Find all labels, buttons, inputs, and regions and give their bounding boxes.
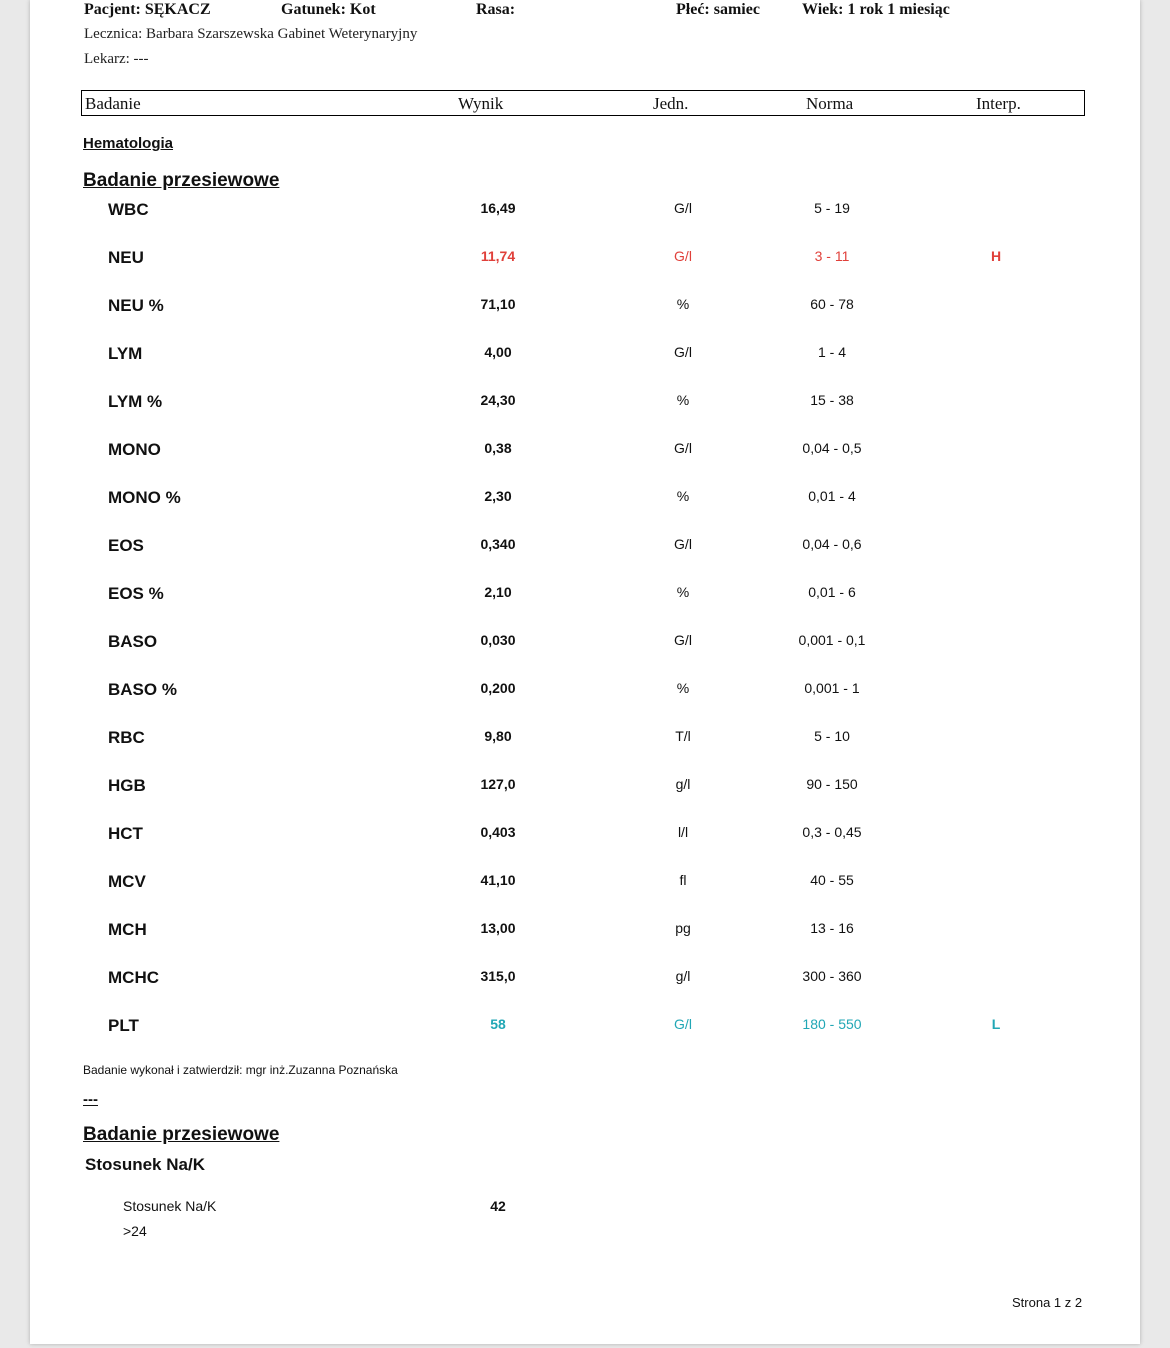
result-unit: G/l: [674, 248, 692, 264]
result-unit: pg: [675, 920, 691, 936]
result-value: 16,49: [480, 200, 516, 216]
result-unit: G/l: [674, 536, 692, 552]
test-name: MCV: [108, 872, 146, 891]
test-name: HGB: [108, 776, 146, 795]
reference-range: 90 - 150: [806, 776, 858, 792]
test-name: NEU %: [108, 296, 164, 315]
table-row: [30, 248, 1140, 278]
test-name: EOS: [108, 536, 144, 555]
table-row: [30, 536, 1140, 566]
table-row: [30, 1016, 1140, 1046]
column-interp: Interp.: [976, 94, 1021, 113]
sex: Płeć: samiec: [676, 1, 760, 18]
table-row: [30, 728, 1140, 758]
table-row: [30, 392, 1140, 422]
separator: ---: [83, 1091, 98, 1108]
reference-range: 13 - 16: [810, 920, 854, 936]
result-value: 315,0: [480, 968, 516, 984]
reference-range: 1 - 4: [817, 344, 846, 360]
performed-by: Badanie wykonał i zatwierdził: mgr inż.Zuzanna Poznańska: [83, 1063, 398, 1077]
interpretation-flag: L: [991, 1016, 1001, 1032]
test-name: LYM %: [108, 392, 163, 411]
result-unit: G/l: [674, 440, 692, 456]
test-name: MONO %: [108, 488, 181, 507]
result-value: 127,0: [480, 776, 516, 792]
test-name: NEU: [108, 248, 144, 267]
result-unit: l/l: [677, 824, 689, 840]
panel-title-2: Badanie przesiewowe: [83, 1124, 280, 1145]
na-k-test-name: Stosunek Na/K: [123, 1198, 217, 1214]
column-test: Badanie: [85, 94, 141, 113]
reference-range: 0,04 - 0,6: [802, 536, 862, 552]
table-row: [30, 680, 1140, 710]
result-value: 4,00: [484, 344, 512, 360]
table-row: [30, 968, 1140, 998]
result-value: 2,10: [484, 584, 512, 600]
clinic: Lecznica: Barbara Szarszewska Gabinet Weterynaryjny: [84, 26, 418, 42]
reference-range: 0,01 - 4: [808, 488, 856, 504]
report-page: [30, 0, 1140, 1344]
result-value: 2,30: [484, 488, 512, 504]
test-name: LYM: [108, 344, 143, 363]
reference-range: 5 - 10: [814, 728, 850, 744]
result-unit: %: [676, 584, 690, 600]
test-name: EOS %: [108, 584, 164, 603]
reference-range: 0,3 - 0,45: [802, 824, 862, 840]
column-header: [81, 90, 1085, 116]
result-value: 24,30: [480, 392, 516, 408]
reference-range: 300 - 360: [802, 968, 862, 984]
category-title: Hematologia: [83, 135, 174, 152]
result-value: 41,10: [480, 872, 516, 888]
table-row: [30, 824, 1140, 854]
section-title-na-k: Stosunek Na/K: [85, 1155, 205, 1174]
reference-range: 0,001 - 1: [804, 680, 860, 696]
breed: Rasa:: [476, 1, 516, 18]
result-unit: %: [676, 680, 690, 696]
table-row: [30, 296, 1140, 326]
table-row: [30, 200, 1140, 230]
test-name: BASO %: [108, 680, 177, 699]
column-unit: Jedn.: [653, 94, 689, 113]
reference-range: 180 - 550: [802, 1016, 862, 1032]
interpretation-flag: H: [990, 248, 1002, 264]
reference-range: 0,04 - 0,5: [802, 440, 862, 456]
test-name: MCH: [108, 920, 147, 939]
reference-range: 0,01 - 6: [808, 584, 856, 600]
result-value: 0,403: [480, 824, 516, 840]
table-row: [30, 440, 1140, 470]
table-row: [30, 344, 1140, 374]
result-unit: g/l: [675, 968, 691, 984]
test-name: WBC: [108, 200, 149, 219]
patient-name: Pacjent: SĘKACZ: [84, 1, 211, 18]
table-row: [30, 776, 1140, 806]
na-k-norm: >24: [123, 1223, 147, 1239]
page-number: Strona 1 z 2: [1012, 1295, 1083, 1310]
test-name: RBC: [108, 728, 145, 747]
test-name: BASO: [108, 632, 158, 651]
test-name: HCT: [108, 824, 143, 843]
reference-range: 0,001 - 0,1: [798, 632, 866, 648]
result-unit: G/l: [674, 1016, 692, 1032]
result-unit: %: [676, 488, 690, 504]
test-name: PLT: [108, 1016, 139, 1035]
result-value: 0,38: [484, 440, 512, 456]
age: Wiek: 1 rok 1 miesiąc: [802, 1, 950, 18]
result-value: 58: [490, 1016, 506, 1032]
table-row: [30, 584, 1140, 614]
result-unit: T/l: [675, 728, 691, 744]
result-unit: fl: [679, 872, 687, 888]
result-unit: %: [676, 296, 690, 312]
column-norm: Norma: [806, 94, 854, 113]
table-row: [30, 872, 1140, 902]
reference-range: 15 - 38: [810, 392, 854, 408]
result-value: 0,030: [480, 632, 516, 648]
table-row: [30, 488, 1140, 518]
result-value: 0,200: [480, 680, 516, 696]
result-value: 11,74: [480, 248, 516, 264]
reference-range: 40 - 55: [810, 872, 854, 888]
doctor: Lekarz: ---: [84, 51, 149, 67]
test-name: MCHC: [108, 968, 159, 987]
test-name: MONO: [108, 440, 161, 459]
panel-title: Badanie przesiewowe: [83, 170, 280, 191]
species: Gatunek: Kot: [281, 1, 376, 18]
reference-range: 5 - 19: [814, 200, 850, 216]
result-unit: G/l: [674, 632, 692, 648]
na-k-value: 42: [490, 1198, 506, 1214]
result-value: 0,340: [480, 536, 516, 552]
result-unit: %: [676, 392, 690, 408]
result-value: 13,00: [480, 920, 516, 936]
result-unit: G/l: [674, 200, 692, 216]
reference-range: 60 - 78: [810, 296, 854, 312]
result-value: 9,80: [484, 728, 512, 744]
result-value: 71,10: [480, 296, 516, 312]
column-result: Wynik: [458, 94, 504, 113]
result-unit: G/l: [674, 344, 692, 360]
reference-range: 3 - 11: [814, 248, 850, 264]
table-row: [30, 632, 1140, 662]
result-unit: g/l: [675, 776, 691, 792]
table-row: [30, 920, 1140, 950]
